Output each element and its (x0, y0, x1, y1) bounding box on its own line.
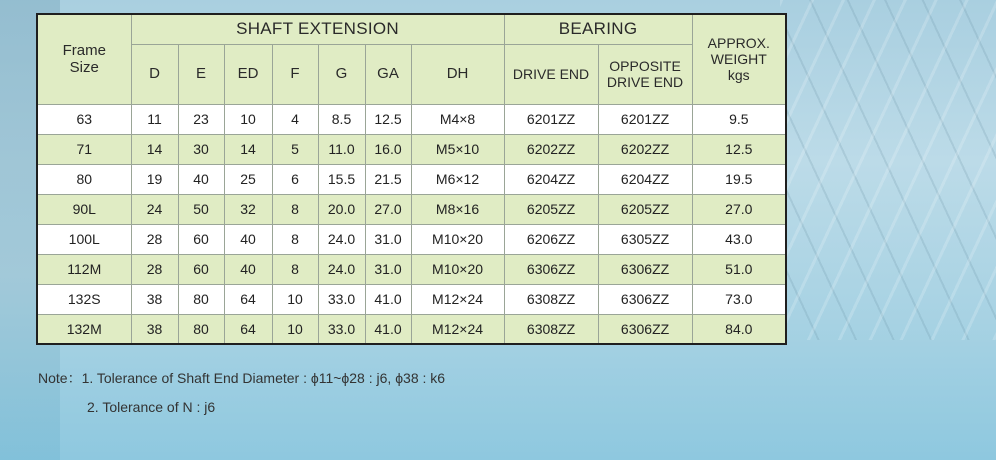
header-drive-end: DRIVE END (504, 44, 598, 104)
note-line-1: Note：1. Tolerance of Shaft End Diameter : ϕ11~ϕ28 : j6, ϕ38 : k6 (38, 370, 446, 386)
header-frame-size: Frame Size (37, 14, 131, 104)
header-col-e: E (178, 44, 224, 104)
table-cell: 24 (131, 194, 178, 224)
table-cell: 27.0 (365, 194, 411, 224)
header-approx-weight: APPROX. WEIGHT kgs (692, 14, 786, 104)
table-cell: M10×20 (411, 224, 504, 254)
table-cell: M5×10 (411, 134, 504, 164)
table-cell: 60 (178, 254, 224, 284)
table-cell: 40 (224, 254, 272, 284)
table-cell: 60 (178, 224, 224, 254)
table-cell: 84.0 (692, 314, 786, 344)
table-cell: 8.5 (318, 104, 365, 134)
table-cell: 8 (272, 194, 318, 224)
table-cell: 51.0 (692, 254, 786, 284)
table-cell: 15.5 (318, 164, 365, 194)
table-cell: 41.0 (365, 314, 411, 344)
table-cell: 64 (224, 284, 272, 314)
table-cell: 9.5 (692, 104, 786, 134)
table-cell: 31.0 (365, 224, 411, 254)
table-cell: 14 (131, 134, 178, 164)
table-cell: 40 (224, 224, 272, 254)
table-cell: M4×8 (411, 104, 504, 134)
table-cell: 16.0 (365, 134, 411, 164)
table-cell: 6202ZZ (504, 134, 598, 164)
table-cell: 32 (224, 194, 272, 224)
table-cell: 6206ZZ (504, 224, 598, 254)
header-col-g: G (318, 44, 365, 104)
table-row (37, 134, 786, 164)
table-row (37, 254, 786, 284)
table-cell: 6205ZZ (504, 194, 598, 224)
table-cell: 6204ZZ (504, 164, 598, 194)
header-col-ed: ED (224, 44, 272, 104)
table-cell: 90L (37, 194, 131, 224)
table-cell: 6306ZZ (504, 254, 598, 284)
table-cell: 27.0 (692, 194, 786, 224)
table-cell: 63 (37, 104, 131, 134)
table-cell: 10 (224, 104, 272, 134)
table-cell: 6306ZZ (598, 284, 692, 314)
table-cell: 12.5 (365, 104, 411, 134)
table-cell: M6×12 (411, 164, 504, 194)
table-cell: 6 (272, 164, 318, 194)
table-cell: 50 (178, 194, 224, 224)
header-opposite-drive-end: OPPOSITE DRIVE END (598, 44, 692, 104)
table-cell: 6205ZZ (598, 194, 692, 224)
table-row (37, 194, 786, 224)
table-cell: M10×20 (411, 254, 504, 284)
table-cell: 19.5 (692, 164, 786, 194)
table-cell: 21.5 (365, 164, 411, 194)
motor-spec-table (36, 13, 787, 345)
table-row (37, 104, 786, 134)
table-cell: 24.0 (318, 224, 365, 254)
header-col-dh: DH (411, 44, 504, 104)
background-structure (780, 0, 996, 340)
table-cell: 6308ZZ (504, 314, 598, 344)
table-cell: M12×24 (411, 284, 504, 314)
table-cell: 14 (224, 134, 272, 164)
table-cell: 33.0 (318, 284, 365, 314)
table-cell: 28 (131, 224, 178, 254)
table-cell: 11.0 (318, 134, 365, 164)
table-cell: 40 (178, 164, 224, 194)
table-cell: 132S (37, 284, 131, 314)
table-cell: 4 (272, 104, 318, 134)
table-row (37, 314, 786, 344)
note-line-2: 2. Tolerance of N : j6 (87, 399, 216, 415)
table-cell: 10 (272, 314, 318, 344)
table-cell: 25 (224, 164, 272, 194)
table-cell: 30 (178, 134, 224, 164)
table-cell: 6202ZZ (598, 134, 692, 164)
table-cell: 6201ZZ (598, 104, 692, 134)
table-cell: 6305ZZ (598, 224, 692, 254)
header-col-f: F (272, 44, 318, 104)
table-cell: 19 (131, 164, 178, 194)
table-row (37, 224, 786, 254)
table-cell: 38 (131, 284, 178, 314)
header-col-d: D (131, 44, 178, 104)
table-cell: 41.0 (365, 284, 411, 314)
table-cell: 6308ZZ (504, 284, 598, 314)
table-cell: 5 (272, 134, 318, 164)
table-cell: 6204ZZ (598, 164, 692, 194)
table-cell: 64 (224, 314, 272, 344)
table-cell: 33.0 (318, 314, 365, 344)
table-cell: 71 (37, 134, 131, 164)
table-cell: 20.0 (318, 194, 365, 224)
header-bearing: BEARING (504, 14, 692, 44)
table-cell: 112M (37, 254, 131, 284)
table-cell: M12×24 (411, 314, 504, 344)
table-cell: 100L (37, 224, 131, 254)
table-cell: 6306ZZ (598, 314, 692, 344)
table-cell: 28 (131, 254, 178, 284)
table-cell: 38 (131, 314, 178, 344)
table-cell: 10 (272, 284, 318, 314)
table-cell: 73.0 (692, 284, 786, 314)
table-cell: 80 (37, 164, 131, 194)
table-cell: 31.0 (365, 254, 411, 284)
table-cell: 80 (178, 284, 224, 314)
header-col-ga: GA (365, 44, 411, 104)
table-cell: M8×16 (411, 194, 504, 224)
table-cell: 11 (131, 104, 178, 134)
table-cell: 24.0 (318, 254, 365, 284)
table-cell: 80 (178, 314, 224, 344)
table-cell: 6201ZZ (504, 104, 598, 134)
table-cell: 8 (272, 254, 318, 284)
header-shaft-extension: SHAFT EXTENSION (131, 14, 504, 44)
table-cell: 132M (37, 314, 131, 344)
table-cell: 6306ZZ (598, 254, 692, 284)
table-row (37, 284, 786, 314)
table-row (37, 164, 786, 194)
table-cell: 43.0 (692, 224, 786, 254)
table-cell: 23 (178, 104, 224, 134)
table-cell: 12.5 (692, 134, 786, 164)
table-cell: 8 (272, 224, 318, 254)
